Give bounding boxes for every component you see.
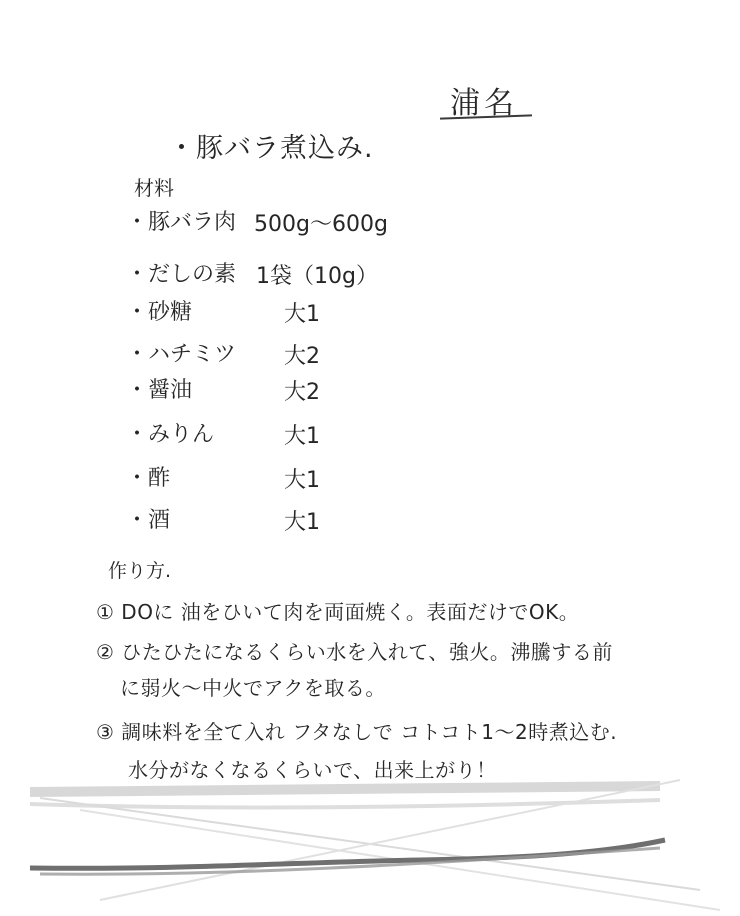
ingredient-row [126, 417, 426, 453]
ingredient-name: ・ハチミツ [126, 342, 237, 367]
ingredient-row [126, 295, 426, 331]
ingredient-name: ・だしの素 [126, 262, 237, 287]
ingredient-name: ・砂糖 [126, 300, 193, 325]
step-2-line-1: ② ひたひたになるくらい水を入れて、強火。沸騰する前 [96, 640, 613, 664]
ingredient-name: ・醤油 [126, 378, 193, 403]
ingredient-amount: 大2 [284, 380, 320, 405]
ingredient-row [126, 373, 426, 409]
ingredient-name: ・酢 [126, 466, 171, 491]
ingredient-amount: 大1 [284, 424, 320, 449]
ingredients-heading: 材料 [134, 176, 174, 200]
ingredient-row [126, 257, 426, 293]
ingredient-amount: 大1 [284, 302, 320, 327]
ingredient-amount: 大2 [284, 344, 320, 369]
ingredient-name: ・みりん [126, 422, 215, 447]
ingredient-amount: 大1 [284, 468, 320, 493]
author-name: 浦名 [450, 86, 518, 121]
ingredient-amount: 500g〜600g [254, 212, 388, 237]
ingredient-row [126, 503, 426, 539]
step-2-line-2: に弱火〜中火でアクを取る。 [120, 676, 386, 700]
ingredient-name: ・酒 [126, 508, 171, 533]
ingredient-amount: 1袋（10g） [256, 264, 378, 289]
recipe-title: ・豚バラ煮込み. [168, 133, 374, 164]
step-3-line-2: 水分がなくなるくらいで、出来上がり！ [128, 758, 497, 782]
ingredient-row [126, 461, 426, 497]
method-heading: 作り方. [108, 560, 172, 582]
ingredient-row [126, 205, 426, 241]
ingredient-name: ・豚バラ肉 [126, 210, 237, 235]
step-3-line-1: ③ 調味料を全て入れ フタなしで コトコト1〜2時煮込む. [96, 720, 618, 744]
ingredient-row [126, 337, 426, 373]
ingredient-amount: 大1 [284, 510, 320, 535]
step-1-line-1: ① DOに 油をひいて肉を両面焼く。表面だけでOK。 [96, 600, 580, 624]
scan-smudge-marks [0, 770, 740, 916]
